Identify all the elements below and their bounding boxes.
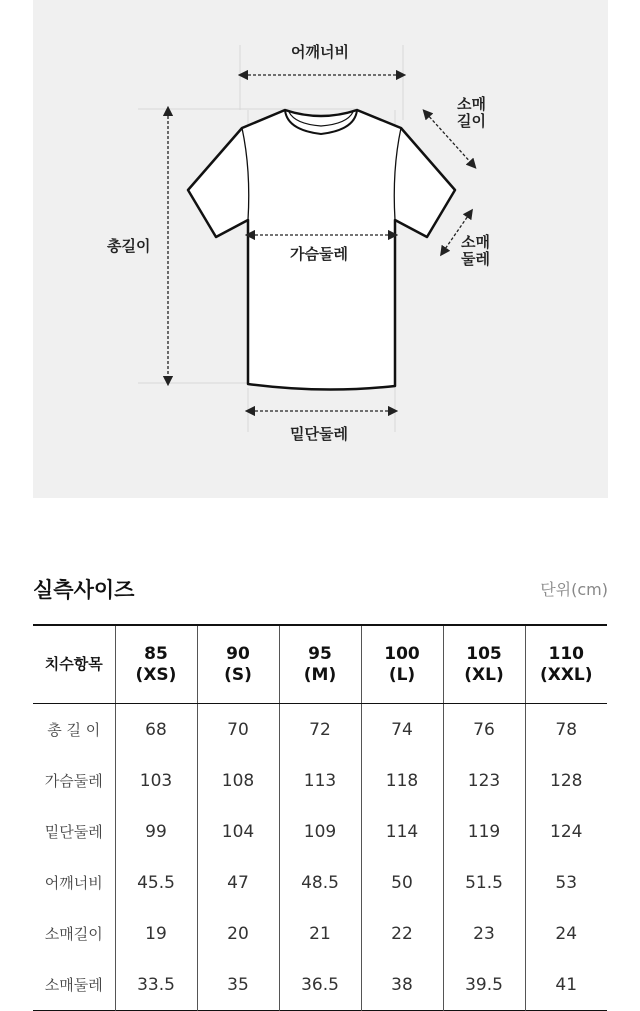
- header-size-letter: (S): [224, 664, 252, 685]
- table-cell: 108: [197, 755, 279, 806]
- table-cell: 48.5: [279, 857, 361, 908]
- table-cell: 68: [115, 704, 197, 756]
- table-cell: 47: [197, 857, 279, 908]
- header-size: [361, 625, 443, 704]
- header-size-letter: (XS): [135, 664, 177, 685]
- table-cell: 124: [525, 806, 607, 857]
- header-label: 치수항목: [33, 625, 115, 704]
- label-total-length: 총길이: [107, 237, 151, 255]
- table-cell: 39.5: [443, 959, 525, 1011]
- label-sleeve-length-line2: 길이: [457, 112, 486, 130]
- header-size-num: 90: [226, 643, 250, 664]
- table-cell: 72: [279, 704, 361, 756]
- row-label: 가슴둘레: [44, 772, 103, 790]
- table-row: [33, 857, 607, 908]
- table-row: [33, 908, 607, 959]
- table-cell: 33.5: [115, 959, 197, 1011]
- table-header-row: [33, 625, 607, 704]
- table-cell: 99: [115, 806, 197, 857]
- table-row: [33, 959, 607, 1011]
- label-sleeve-length-line1: 소매: [457, 95, 486, 113]
- unit-label: 단위(cm): [540, 580, 608, 599]
- header-size-num: 95: [308, 643, 332, 664]
- table-cell: 103: [115, 755, 197, 806]
- table-cell: 70: [197, 704, 279, 756]
- table-cell: 24: [525, 908, 607, 959]
- table-cell: 23: [443, 908, 525, 959]
- header-size-letter: (XL): [464, 664, 504, 685]
- header-size-num: 105: [466, 643, 502, 664]
- table-cell: 35: [197, 959, 279, 1011]
- label-sleeve-width-line2: 둘레: [461, 250, 490, 268]
- table-cell: 50: [361, 857, 443, 908]
- table-cell: 114: [361, 806, 443, 857]
- label-hem: 밑단둘레: [290, 425, 348, 443]
- table-cell: 38: [361, 959, 443, 1011]
- row-label: 소매길이: [44, 925, 103, 943]
- label-sleeve-width-line1: 소매: [461, 233, 490, 251]
- header-size-letter: (M): [303, 664, 337, 685]
- table-cell: 118: [361, 755, 443, 806]
- row-label: 어깨너비: [44, 874, 103, 892]
- table-cell: 109: [279, 806, 361, 857]
- header-size-letter: (XXL): [539, 664, 593, 685]
- header-size: [525, 625, 607, 704]
- size-table: [33, 624, 607, 1011]
- table-cell: 21: [279, 908, 361, 959]
- table-cell: 22: [361, 908, 443, 959]
- section-title: 실측사이즈: [33, 578, 135, 602]
- header-size: [197, 625, 279, 704]
- table-cell: 78: [525, 704, 607, 756]
- table-cell: 76: [443, 704, 525, 756]
- label-sleeve-length: [457, 96, 486, 130]
- table-cell: 36.5: [279, 959, 361, 1011]
- header-size: [115, 625, 197, 704]
- table-row: [33, 704, 607, 756]
- label-chest: 가슴둘레: [290, 245, 348, 263]
- row-label: 소매둘레: [44, 976, 103, 994]
- header-size: [443, 625, 525, 704]
- table-cell: 19: [115, 908, 197, 959]
- table-row: [33, 755, 607, 806]
- header-size-num: 100: [384, 643, 420, 664]
- table-cell: 45.5: [115, 857, 197, 908]
- header-size-num: 110: [548, 643, 584, 664]
- table-cell: 113: [279, 755, 361, 806]
- label-shoulder: 어깨너비: [291, 43, 349, 61]
- label-sleeve-width: [461, 234, 490, 268]
- table-row: [33, 806, 607, 857]
- size-diagram: [33, 0, 608, 498]
- table-cell: 104: [197, 806, 279, 857]
- header-size: [279, 625, 361, 704]
- table-cell: 128: [525, 755, 607, 806]
- table-cell: 123: [443, 755, 525, 806]
- table-cell: 74: [361, 704, 443, 756]
- table-cell: 41: [525, 959, 607, 1011]
- table-cell: 51.5: [443, 857, 525, 908]
- table-cell: 20: [197, 908, 279, 959]
- table-cell: 53: [525, 857, 607, 908]
- row-label: 총 길 이: [47, 721, 101, 739]
- row-label: 밑단둘레: [44, 823, 103, 841]
- header-size-num: 85: [144, 643, 168, 664]
- header-size-letter: (L): [388, 664, 416, 685]
- table-cell: 119: [443, 806, 525, 857]
